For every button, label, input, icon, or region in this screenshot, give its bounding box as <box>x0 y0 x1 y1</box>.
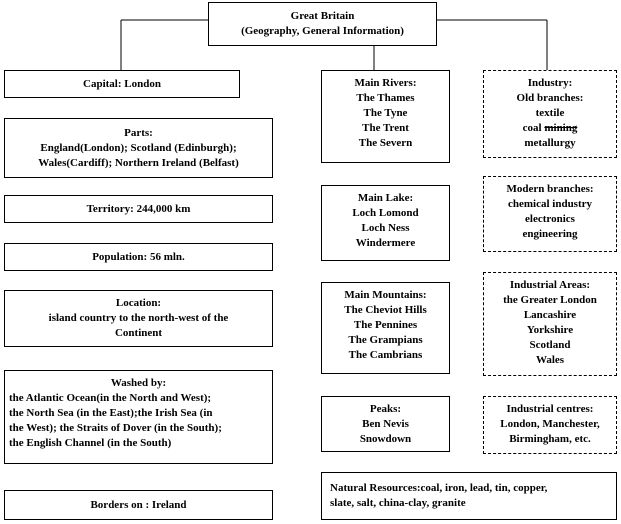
centres-line: London, Manchester, <box>500 418 600 430</box>
location-line: Continent <box>114 327 163 339</box>
location-line: island country to the north-west of the <box>48 312 229 324</box>
peaks-heading: Peaks: <box>369 403 402 415</box>
lakes-box <box>321 185 450 261</box>
location-box <box>4 290 273 347</box>
parts-box <box>4 118 273 178</box>
parts-line: Wales(Cardiff); Northern Ireland (Belfast) <box>38 156 239 169</box>
industry-coal-mining <box>488 121 612 136</box>
borders-box <box>4 490 273 520</box>
washed-line: the English Channel (in the South) <box>9 437 172 449</box>
areas-heading: Industrial Areas: <box>509 279 591 291</box>
root-box <box>208 2 437 46</box>
peak-item: Ben Nevis <box>362 418 409 430</box>
mountains-box <box>321 282 450 374</box>
area-item: Wales <box>535 354 565 366</box>
industry-heading: Industry: <box>527 77 573 89</box>
lake-item: Loch Ness <box>361 222 410 234</box>
lakes-heading: Main Lake: <box>357 192 414 204</box>
washed-line: the Atlantic Ocean(in the North and West); <box>9 392 212 404</box>
centres-line: Birmingham, etc. <box>509 433 591 445</box>
resources-line: Natural Resources:coal, iron, lead, tin, copper, <box>330 482 548 494</box>
territory-box <box>4 195 273 223</box>
river-item: The Trent <box>362 122 409 134</box>
industry-textile: textile <box>535 107 565 119</box>
industry-subheading: Old branches: <box>516 92 584 104</box>
root-subtitle: (Geography, General Information) <box>241 25 404 37</box>
mountain-item: The Cheviot Hills <box>344 304 427 316</box>
borders-text: Borders on : Ireland <box>90 498 187 511</box>
modern-item: chemical industry <box>507 198 593 210</box>
parts-heading: Parts: <box>124 126 153 139</box>
population-text: Population: 56 mln. <box>92 250 185 263</box>
area-item: the Greater London <box>503 294 597 306</box>
lake-item: Windermere <box>355 237 416 249</box>
lake-item: Loch Lomond <box>352 207 419 219</box>
rivers-box <box>321 70 450 163</box>
industrial-centres-box <box>483 396 617 454</box>
mountain-item: The Pennines <box>353 319 418 331</box>
peak-item: Snowdown <box>359 433 412 445</box>
area-item: Yorkshire <box>526 324 574 336</box>
capital-text: Capital: London <box>83 77 161 90</box>
rivers-heading: Main Rivers: <box>354 77 417 89</box>
mountain-item: The Grampians <box>348 334 423 346</box>
modern-heading: Modern branches: <box>506 183 594 195</box>
river-item: The Severn <box>358 137 413 149</box>
centres-heading: Industrial centres: <box>506 403 594 415</box>
resources-box <box>321 472 617 520</box>
river-item: The Tyne <box>363 107 408 119</box>
industry-metallurgy: metallurgy <box>524 137 576 149</box>
mountains-heading: Main Mountains: <box>344 289 427 301</box>
territory-text: Territory: 244,000 km <box>86 202 191 215</box>
area-item: Lancashire <box>523 309 577 321</box>
washed-line: the West); the Straits of Dover (in the South); <box>9 422 222 434</box>
capital-box <box>4 70 240 98</box>
area-item: Scotland <box>529 339 571 351</box>
modern-item: engineering <box>522 228 578 240</box>
peaks-box <box>321 396 450 452</box>
resources-line: slate, salt, china-clay, granite <box>330 497 466 509</box>
modern-item: electronics <box>525 213 575 225</box>
industry-mining: mining <box>544 122 578 134</box>
industry-box <box>483 70 617 158</box>
population-box <box>4 243 273 271</box>
industrial-areas-box <box>483 272 617 376</box>
root-title: Great Britain <box>290 10 355 22</box>
modern-branches-box <box>483 176 617 252</box>
location-heading: Location: <box>115 297 162 309</box>
parts-line: England(London); Scotland (Edinburgh); <box>40 141 237 154</box>
mountain-item: The Cambrians <box>348 349 423 361</box>
washed-line: the North Sea (in the East);the Irish Sea (in <box>9 407 213 419</box>
washed-heading: Washed by: <box>110 377 167 389</box>
industry-coal: coal <box>522 122 542 134</box>
washed-by-box <box>4 370 273 464</box>
river-item: The Thames <box>356 92 415 104</box>
